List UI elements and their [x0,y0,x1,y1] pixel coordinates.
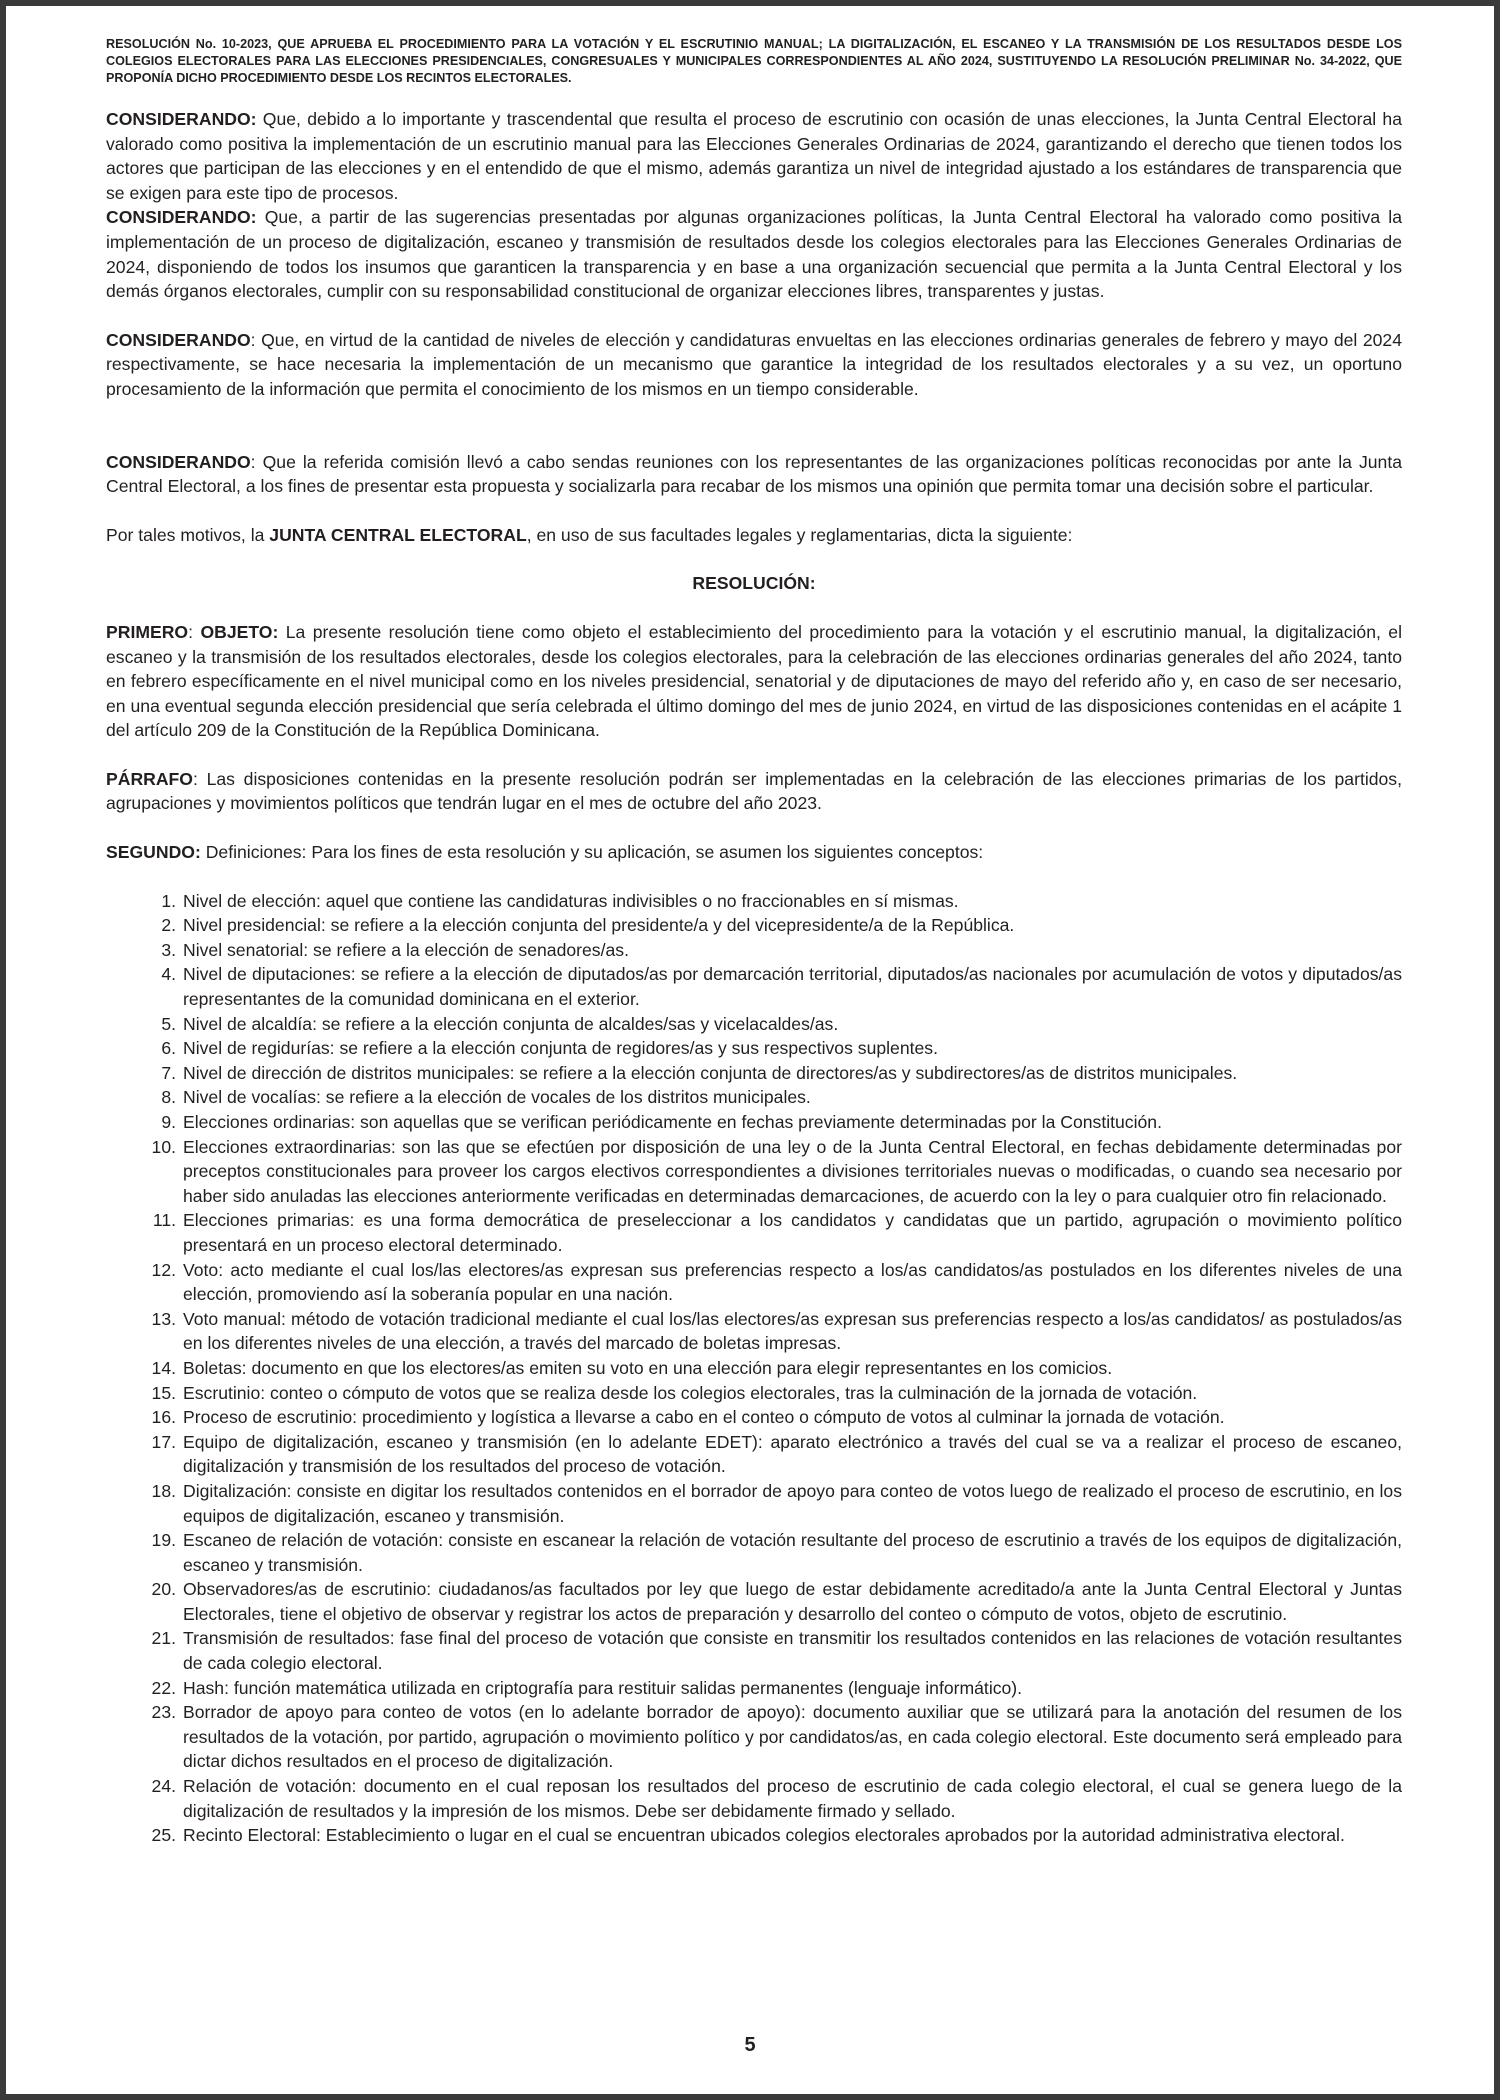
list-item [106,1405,1402,1430]
list-item-text: Elecciones primarias: es una forma democrática de preseleccionar a los candidatos y candidatas que un partido, agrupación o movimiento político presentará en un proceso electoral determinado. [183,1210,1402,1255]
list-item [106,1307,1402,1356]
considerando-text: Que, a partir de las sugerencias presentadas por algunas organizaciones políticas, la Junta Central Electoral ha valorado como positiva la implementación de un proceso de digitalización, escaneo y transmisión de resultados desde los colegios electorales para las Elecciones Generales Ordinarias de 2024, disponiendo de todos los insumos que garanticen la transparencia y en base a una organización secuencial que permita a la Junta Central Electoral y los demás órganos electorales, cumplir con su responsabilidad constitucional de organizar elecciones libres, transparentes y justas. [106,207,1402,302]
primero-text: La presente resolución tiene como objeto el establecimiento del procedimiento para la votación y el escrutinio manual, la digitalización, el escaneo y la transmisión de los resultados electorales, desde los colegios electorales, para la celebración de las elecciones ordinarias generales del año 2024, tanto en febrero específicamente en el nivel municipal como en los niveles presidencial, senatorial y de diputaciones de mayo del referido año y, en caso de ser necesario, en una eventual segunda elección presidencial que sería celebrada el último domingo del mes de junio 2024, en virtud de las disposiciones contenidas en el acápite 1 del artículo 209 de la Constitución de la República Dominicana. [106,621,1403,741]
list-item-number: 24. [151,1776,176,1797]
considerando-lead: CONSIDERANDO: [106,207,257,228]
list-item-text: Nivel de dirección de distritos municipales: se refiere a la elección conjunta de directores/as y subdirectores/as de distritos municipales. [183,1062,1238,1083]
list-item [106,1012,1402,1037]
list-item-number: 2. [161,915,176,936]
list-item [106,1258,1402,1307]
list-item-text: Elecciones extraordinarias: son las que se efectúen por disposición de una ley o de la Junta Central Electoral, en fechas debidamente determinadas por preceptos constitucionales para proveer los cargos electivos correspondientes a divisiones territoriales nuevas o modificadas, o cuando sea necesario por haber sido anuladas las elecciones anteriormente verificadas en determinadas demarcaciones, de acuerdo con la ley o para cualquier otro fin relacionado. [183,1136,1402,1206]
list-item-text: Nivel presidencial: se refiere a la elección conjunta del presidente/a y del vicepresidente/a de la República. [183,915,1015,936]
considerando-lead: CONSIDERANDO: [106,109,257,129]
parrafo-paragraph [106,767,1402,816]
segundo-paragraph [106,840,1402,865]
list-item-number: 3. [161,939,176,960]
list-item-text: Nivel de regidurías: se refiere a la elección conjunta de regidores/as y sus respectivos suplentes. [183,1038,938,1059]
motivos-before: Por tales motivos, la [106,524,270,545]
parrafo-lead: PÁRRAFO [106,768,193,789]
considerando-4 [106,450,1402,499]
primero-separator: : [188,621,201,642]
list-item-text: Recinto Electoral: Establecimiento o lugar en el cual se encuentran ubicados colegios electorales aprobados por la autoridad administrativa electoral. [183,1825,1345,1846]
considerando-1 [106,107,1402,205]
list-item [106,889,1402,914]
list-item-number: 4. [161,964,176,985]
objeto-lead: OBJETO: [200,621,279,642]
list-item [106,1577,1402,1626]
list-item-text: Digitalización: consiste en digitar los resultados contenidos en el borrador de apoyo para conteo de votos luego de realizado el proceso de escrutinio, en los equipos de digitalización, escaneo y transmisión. [183,1480,1402,1526]
list-item-number: 12. [151,1259,176,1280]
list-item-text: Escrutinio: conteo o cómputo de votos que se realiza desde los colegios electorales, tras la culminación de la jornada de votación. [183,1382,1198,1403]
list-item-number: 9. [161,1112,176,1132]
definitions-list [106,889,1402,1848]
list-item [106,1085,1402,1110]
list-item-text: Elecciones ordinarias: son aquellas que se verifican periódicamente en fechas previamente determinadas por la Constitución. [183,1112,1162,1132]
list-item [106,1110,1402,1135]
list-item-number: 15. [151,1382,176,1403]
considerando-3 [106,328,1402,402]
list-item-text: Proceso de escrutinio: procedimiento y logística a llevarse a cabo en el conteo o cómputo de votos al culminar la jornada de votación. [183,1407,1225,1428]
list-item [106,1381,1402,1406]
list-item [106,1061,1402,1086]
page-content [106,36,1402,1848]
list-item-text: Boletas: documento en que los electores/as emiten su voto en una elección para elegir representantes en los comicios. [183,1357,1113,1378]
primero-paragraph [106,620,1402,743]
list-item [106,913,1402,938]
list-item-text: Relación de votación: documento en el cual reposan los resultados del proceso de escrutinio de cada colegio electoral, el cual se genera luego de la digitalización de resultados y la impresión de los mismos. Debe ser debidamente firmado y sellado. [183,1776,1402,1821]
considerando-text: Que, debido a lo importante y trascendental que resulta el proceso de escrutinio con ocasión de unas elecciones, la Junta Central Electoral ha valorado como positiva la implementación de un escrutinio manual para las Elecciones Generales Ordinarias de 2024, garantizando el derecho que tienen todos los actores que participan de las elecciones y en el entendido de que el mismo, además garantiza un nivel de integridad ajustado a los estándares de transparencia que se exigen para este tipo de procesos. [106,109,1402,203]
list-item-number: 25. [151,1825,176,1846]
list-item-text: Borrador de apoyo para conteo de votos (en lo adelante borrador de apoyo): documento auxiliar que se utilizará para la anotación del resumen de los resultados de la votación, por partido, agrupación o movimiento político y por candidatos/as, en cada colegio electoral. Este documento será empleado para dictar dichos resultados en el proceso de digitalización. [183,1702,1402,1772]
list-item [106,1528,1402,1577]
page-number: 5 [744,2034,756,2056]
list-item-number: 14. [151,1357,176,1378]
list-item-text: Nivel de elección: aquel que contiene las candidaturas indivisibles o no fraccionables en sí mismas. [183,890,959,911]
list-item-text: Transmisión de resultados: fase final del proceso de votación que consiste en transmitir los resultados contenidos en las relaciones de votación resultantes de cada colegio electoral. [183,1628,1402,1674]
primero-lead: PRIMERO [106,621,189,642]
list-item [106,1430,1402,1479]
list-item-text: Voto: acto mediante el cual los/las electores/as expresan sus preferencias respecto a los/as candidatos/as postulados en los diferentes niveles de una elección, promoviendo así la soberanía popular en una nación. [183,1259,1402,1305]
list-item-text: Escaneo de relación de votación: consiste en escanear la relación de votación resultante del proceso de escrutinio a través de los equipos de digitalización, escaneo y transmisión. [183,1530,1402,1575]
resolution-header: RESOLUCIÓN No. 10-2023, QUE APRUEBA EL PROCEDIMIENTO PARA LA VOTACIÓN Y EL ESCRUTINIO MANUAL; LA DIGITALIZACIÓN, EL ESCANEO Y LA TRANSMISIÓN DE LOS RESULTADOS DESDE LOS COLEGIOS ELECTORALES PARA LAS ELECCIONES PRESIDENCIALES, CONGRESUALES Y MUNICIPALES CORRESPONDIENTES AL AÑO 2024, SUSTITUYENDO LA RESOLUCIÓN PRELIMINAR No. 34-2022, QUE PROPONÍA DICHO PROCEDIMIENTO DESDE LOS RECINTOS ELECTORALES. [106,37,1402,85]
list-item [106,1676,1402,1701]
considerando-lead: CONSIDERANDO [106,329,251,350]
list-item-text: Nivel senatorial: se refiere a la elección de senadores/as. [183,939,629,960]
segundo-text: Definiciones: Para los fines de esta resolución y su aplicación, se asumen los siguientes conceptos: [200,842,984,863]
list-item [106,1208,1402,1257]
list-item-number: 10. [151,1136,176,1157]
resolucion-title: RESOLUCIÓN: [692,573,816,594]
segundo-lead: SEGUNDO: [106,842,201,863]
list-item [106,962,1402,1011]
considerando-text: : Que, en virtud de la cantidad de niveles de elección y candidaturas envueltas en las elecciones ordinarias generales de febrero y mayo del 2024 respectivamente, se hace necesaria la implementación de un mecanismo que garantice la integridad de los resultados electorales y a su vez, un oportuno procesamiento de la información que permita el conocimiento de los mismos en un tiempo considerable. [106,329,1402,399]
list-item [106,1626,1402,1675]
list-item-text: Voto manual: método de votación tradicional mediante el cual los/las electores/as expresan sus preferencias respecto a los/as candidatos/ as postulados/as en los diferentes niveles de una elección, a través del marcado de boletas impresas. [183,1308,1402,1354]
list-item-text: Nivel de alcaldía: se refiere a la elección conjunta de alcaldes/sas y vicelacaldes/as. [183,1013,839,1034]
list-item [106,938,1402,963]
list-item [106,1700,1402,1774]
list-item [106,1774,1402,1823]
list-item [106,1356,1402,1381]
list-item-number: 18. [151,1480,176,1501]
parrafo-text: : Las disposiciones contenidas en la presente resolución podrán ser implementadas en la celebración de las elecciones primarias de los partidos, agrupaciones y movimientos políticos que tendrán lugar en el mes de octubre del año 2023. [106,768,1402,814]
list-item-number: 19. [151,1530,176,1551]
motivos-institution: JUNTA CENTRAL ELECTORAL [269,524,527,545]
list-item [106,1479,1402,1528]
list-item [106,1823,1402,1848]
list-item-number: 20. [151,1579,176,1600]
motivos-after: , en uso de sus facultades legales y reglamentarias, dicta la siguiente: [526,524,1073,545]
list-item-number: 21. [151,1628,176,1649]
list-item-number: 22. [151,1677,176,1698]
list-item-number: 5. [161,1013,176,1034]
list-item-text: Nivel de diputaciones: se refiere a la elección de diputados/as por demarcación territorial, diputados/as nacionales por acumulación de votos y diputados/as representantes de la comunidad dominicana en el exterior. [183,964,1402,1010]
motivos-paragraph [106,523,1402,548]
list-item-number: 13. [151,1308,176,1329]
list-item-text: Nivel de vocalías: se refiere a la elección de vocales de los distritos municipales. [183,1087,811,1108]
list-item-text: Observadores/as de escrutinio: ciudadanos/as facultados por ley que luego de estar debidamente acreditado/a ante la Junta Central Electoral y Juntas Electorales, tiene el objetivo de observar y registrar los actos de preparación y desarrollo del conteo o cómputo de votos, objeto de escrutinio. [183,1579,1402,1624]
list-item-number: 8. [161,1087,176,1108]
considerando-lead: CONSIDERANDO [106,451,251,472]
list-item-text: Hash: función matemática utilizada en criptografía para restituir salidas permanentes (lenguaje informático). [183,1677,1023,1698]
considerando-text: : Que la referida comisión llevó a cabo sendas reuniones con los representantes de las organizaciones políticas reconocidas por ante la Junta Central Electoral, a los fines de presentar esta propuesta y socializarla para recabar de los mismos una opinión que permita tomar una decisión sobre el particular. [106,451,1402,497]
list-item-text: Equipo de digitalización, escaneo y transmisión (en lo adelante EDET): aparato electrónico a través del cual se va a realizar el proceso de escaneo, digitalización y transmisión de los resultados del proceso de votación. [183,1431,1402,1477]
list-item-number: 1. [161,890,176,911]
list-item [106,1135,1402,1209]
list-item-number: 23. [151,1702,176,1723]
list-item-number: 16. [151,1407,176,1428]
list-item-number: 6. [161,1038,176,1059]
list-item [106,1036,1402,1061]
considerando-2 [106,205,1402,303]
list-item-number: 7. [161,1062,176,1083]
document-page [6,6,1494,2094]
list-item-number: 11. [152,1210,176,1231]
list-item-number: 17. [151,1431,176,1452]
